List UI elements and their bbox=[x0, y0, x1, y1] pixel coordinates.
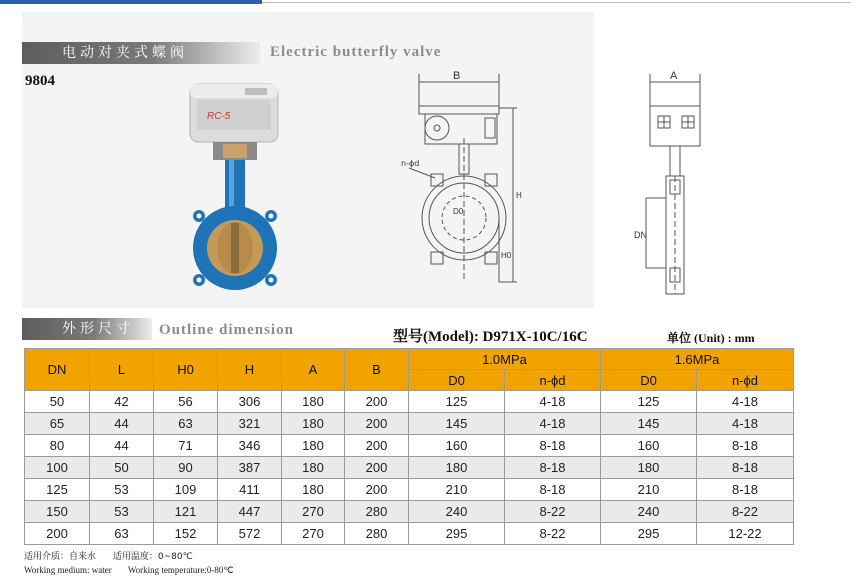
product-title-en: Electric butterfly valve bbox=[270, 44, 442, 60]
unit-label: 单位 (Unit) : mm bbox=[667, 331, 755, 345]
cell-d0-10: 160 bbox=[409, 435, 505, 457]
cell-h0: 121 bbox=[154, 501, 218, 523]
cell-d0-16: 295 bbox=[601, 523, 697, 545]
product-title-banner bbox=[22, 42, 260, 64]
header-l: L bbox=[90, 349, 154, 391]
cell-b: 200 bbox=[345, 391, 409, 413]
header-b: B bbox=[345, 349, 409, 391]
cell-nphid-10: 8-22 bbox=[505, 501, 601, 523]
header-pressure-10: 1.0MPa bbox=[409, 349, 601, 370]
cell-b: 280 bbox=[345, 523, 409, 545]
cell-nphid-10: 8-22 bbox=[505, 523, 601, 545]
dim-label-b: B bbox=[453, 70, 461, 82]
cell-dn: 80 bbox=[25, 435, 90, 457]
actuator-label: RC-5 bbox=[207, 111, 231, 122]
cell-h0: 152 bbox=[154, 523, 218, 545]
top-accent-bar bbox=[0, 0, 262, 4]
table-row bbox=[25, 479, 794, 501]
footer-cn bbox=[24, 549, 207, 562]
cell-l: 53 bbox=[90, 479, 154, 501]
footer-medium-cn: 适用介质：自来水 bbox=[24, 552, 97, 562]
cell-dn: 200 bbox=[25, 523, 90, 545]
cell-d0-16: 240 bbox=[601, 501, 697, 523]
cell-l: 63 bbox=[90, 523, 154, 545]
cell-nphid-16: 8-18 bbox=[697, 457, 794, 479]
table-row bbox=[25, 457, 794, 479]
dim-label-a: A bbox=[670, 70, 678, 82]
dim-label-nphid: n-ϕd bbox=[401, 159, 420, 168]
cell-b: 200 bbox=[345, 435, 409, 457]
cell-a: 180 bbox=[282, 413, 345, 435]
footer-temp-en: Working temperature:0-80℃ bbox=[127, 565, 234, 575]
cell-a: 180 bbox=[282, 479, 345, 501]
cell-h: 572 bbox=[218, 523, 282, 545]
dim-label-h0: H0 bbox=[501, 251, 512, 260]
cell-d0-10: 125 bbox=[409, 391, 505, 413]
front-technical-drawing bbox=[395, 68, 530, 298]
table-row bbox=[25, 501, 794, 523]
cell-b: 200 bbox=[345, 457, 409, 479]
cell-dn: 150 bbox=[25, 501, 90, 523]
table-row bbox=[25, 391, 794, 413]
cell-nphid-16: 4-18 bbox=[697, 413, 794, 435]
model-number: 9804 bbox=[25, 73, 55, 89]
cell-h: 306 bbox=[218, 391, 282, 413]
cell-nphid-16: 4-18 bbox=[697, 391, 794, 413]
header-dn: DN bbox=[25, 349, 90, 391]
cell-b: 200 bbox=[345, 479, 409, 501]
cell-l: 44 bbox=[90, 435, 154, 457]
cell-dn: 100 bbox=[25, 457, 90, 479]
cell-l: 44 bbox=[90, 413, 154, 435]
footer-en bbox=[24, 565, 247, 576]
cell-b: 200 bbox=[345, 413, 409, 435]
cell-d0-10: 145 bbox=[409, 413, 505, 435]
top-divider-line bbox=[262, 2, 851, 3]
valve-product-image bbox=[185, 78, 285, 298]
table-row bbox=[25, 523, 794, 545]
cell-nphid-10: 8-18 bbox=[505, 435, 601, 457]
header-nphid-16: n-ϕd bbox=[697, 370, 794, 391]
dim-label-h: H bbox=[516, 191, 522, 200]
outline-title-cn: 外形尺寸 bbox=[62, 321, 134, 337]
cell-h: 387 bbox=[218, 457, 282, 479]
cell-h0: 63 bbox=[154, 413, 218, 435]
footer-temp-cn: 适用温度：0~80℃ bbox=[112, 552, 193, 562]
header-d0-10: D0 bbox=[409, 370, 505, 391]
cell-h0: 71 bbox=[154, 435, 218, 457]
outline-title-en: Outline dimension bbox=[159, 322, 294, 338]
cell-nphid-10: 8-18 bbox=[505, 479, 601, 501]
cell-l: 50 bbox=[90, 457, 154, 479]
cell-nphid-16: 8-18 bbox=[697, 479, 794, 501]
cell-h: 346 bbox=[218, 435, 282, 457]
cell-l: 53 bbox=[90, 501, 154, 523]
cell-d0-16: 210 bbox=[601, 479, 697, 501]
cell-h0: 90 bbox=[154, 457, 218, 479]
table-row bbox=[25, 413, 794, 435]
cell-b: 280 bbox=[345, 501, 409, 523]
table-row bbox=[25, 435, 794, 457]
dimension-table bbox=[24, 348, 794, 545]
cell-nphid-16: 12-22 bbox=[697, 523, 794, 545]
cell-h: 447 bbox=[218, 501, 282, 523]
cell-h: 411 bbox=[218, 479, 282, 501]
cell-a: 180 bbox=[282, 435, 345, 457]
cell-d0-10: 240 bbox=[409, 501, 505, 523]
header-h: H bbox=[218, 349, 282, 391]
header-pressure-16: 1.6MPa bbox=[601, 349, 794, 370]
cell-d0-10: 210 bbox=[409, 479, 505, 501]
cell-d0-16: 180 bbox=[601, 457, 697, 479]
dim-label-dn: DN bbox=[634, 230, 647, 240]
cell-a: 180 bbox=[282, 391, 345, 413]
footer-medium-en: Working medium: water bbox=[24, 565, 112, 575]
cell-h0: 109 bbox=[154, 479, 218, 501]
cell-d0-16: 145 bbox=[601, 413, 697, 435]
product-title-cn: 电动对夹式蝶阀 bbox=[62, 45, 188, 61]
cell-a: 270 bbox=[282, 523, 345, 545]
cell-h: 321 bbox=[218, 413, 282, 435]
cell-dn: 65 bbox=[25, 413, 90, 435]
cell-l: 42 bbox=[90, 391, 154, 413]
header-h0: H0 bbox=[154, 349, 218, 391]
dim-label-d0: D0 bbox=[453, 207, 464, 216]
header-d0-16: D0 bbox=[601, 370, 697, 391]
model-designation: 型号(Model): D971X-10C/16C bbox=[393, 329, 588, 345]
header-nphid-10: n-ϕd bbox=[505, 370, 601, 391]
cell-nphid-10: 8-18 bbox=[505, 457, 601, 479]
cell-dn: 125 bbox=[25, 479, 90, 501]
cell-d0-10: 295 bbox=[409, 523, 505, 545]
side-technical-drawing bbox=[630, 68, 710, 308]
cell-nphid-16: 8-18 bbox=[697, 435, 794, 457]
cell-nphid-10: 4-18 bbox=[505, 391, 601, 413]
cell-d0-10: 180 bbox=[409, 457, 505, 479]
cell-h0: 56 bbox=[154, 391, 218, 413]
cell-nphid-16: 8-22 bbox=[697, 501, 794, 523]
cell-d0-16: 125 bbox=[601, 391, 697, 413]
header-a: A bbox=[282, 349, 345, 391]
cell-a: 270 bbox=[282, 501, 345, 523]
cell-d0-16: 160 bbox=[601, 435, 697, 457]
outline-title-banner bbox=[22, 318, 152, 340]
cell-a: 180 bbox=[282, 457, 345, 479]
cell-dn: 50 bbox=[25, 391, 90, 413]
cell-nphid-10: 4-18 bbox=[505, 413, 601, 435]
